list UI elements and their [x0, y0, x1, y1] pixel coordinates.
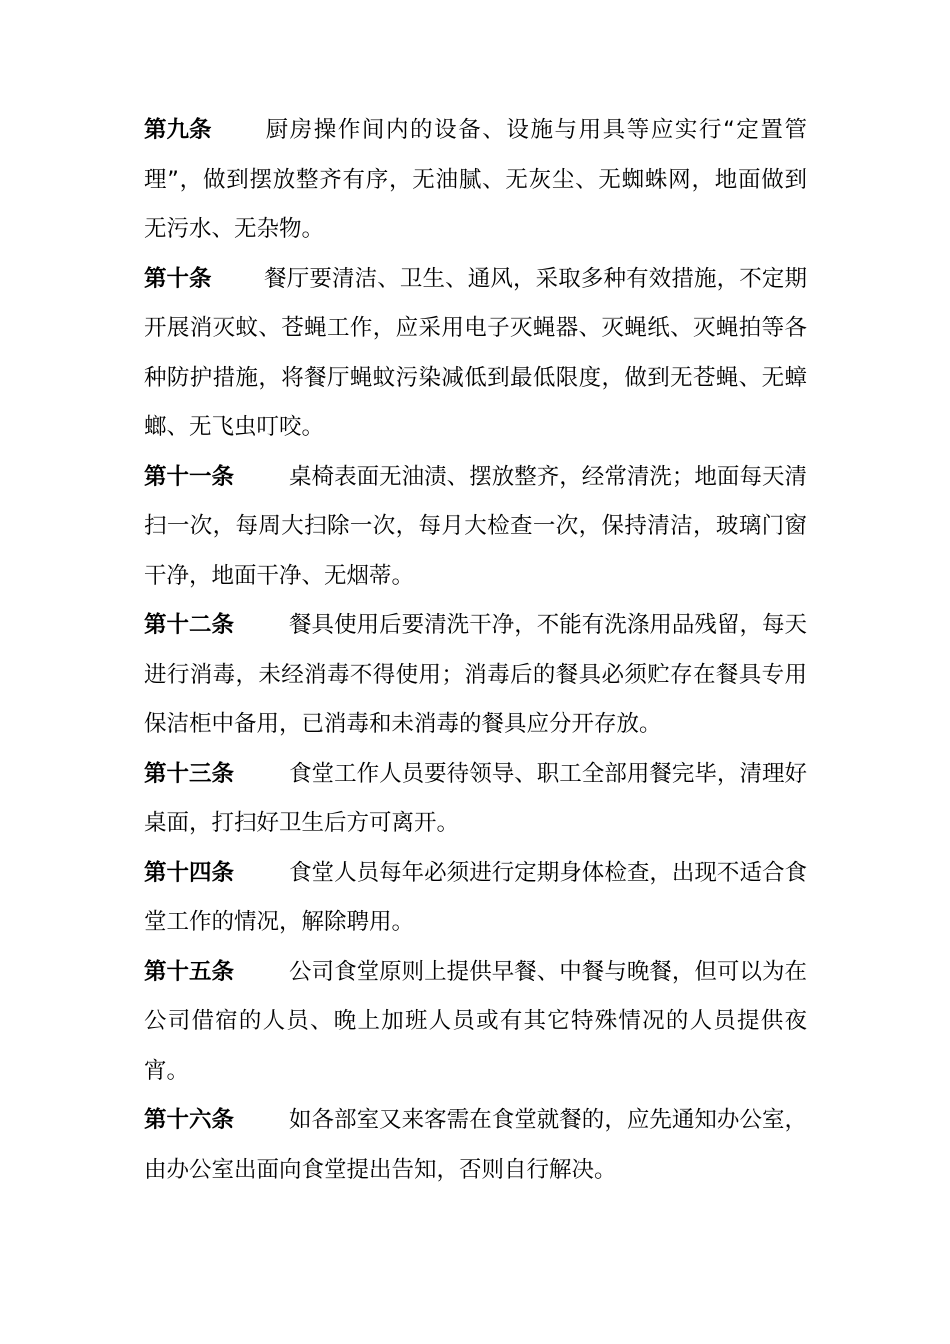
article-16: [144, 1096, 807, 1195]
article-text: 食堂工作人员要待领导、职工全部用餐完毕，清理好桌面，打扫好卫生后方可离开。: [144, 760, 807, 836]
article-label: 第十条: [144, 265, 212, 292]
article-text: 餐具使用后要清洗干净，不能有洗涤用品残留，每天进行消毒，未经消毒不得使用；消毒后的餐具必须贮存在餐具专用保洁柜中备用，已消毒和未消毒的餐具应分开存放。: [144, 612, 807, 737]
article-label: 第十六条: [144, 1107, 235, 1133]
article-13: [144, 750, 807, 849]
article-text: 食堂人员每年必须进行定期身体检查，出现不适合食堂工作的情况，解除聘用。: [144, 859, 807, 935]
article-11: [144, 453, 807, 602]
article-12: [144, 601, 807, 750]
article-label: 第十四条: [144, 859, 235, 886]
article-15: [144, 948, 807, 1097]
article-label: 第十二条: [144, 612, 235, 638]
article-text: 公司食堂原则上提供早餐、中餐与晚餐，但可以为在公司借宿的人员、晚上加班人员或有其它特殊情况的人员提供夜宵。: [144, 958, 807, 1084]
document-body: [144, 106, 807, 1195]
article-10: [144, 255, 807, 453]
article-text: 桌椅表面无油渍、摆放整齐，经常清洗；地面每天清扫一次，每周大扫除一次，每月大检查一次，保持清洁，玻璃门窗干净，地面干净、无烟蒂。: [144, 463, 807, 589]
article-text: 如各部室又来客需在食堂就餐的，应先通知办公室，由办公室出面向食堂提出告知，否则自行解决。: [144, 1107, 807, 1183]
article-label: 第十三条: [144, 760, 235, 787]
article-14: [144, 849, 807, 948]
article-9: [144, 106, 807, 255]
article-text: 餐厅要清洁、卫生、通风，采取多种有效措施，不定期开展消灭蚊、苍蝇工作，应采用电子灭蝇器、灭蝇纸、灭蝇拍等各种防护措施，将餐厅蝇蚊污染减低到最低限度，做到无苍蝇、无蟑螂、无飞虫叮咬。: [144, 265, 807, 440]
article-label: 第九条: [144, 117, 212, 143]
article-label: 第十一条: [144, 463, 235, 490]
article-label: 第十五条: [144, 958, 235, 985]
article-text: 厨房操作间内的设备、设施与用具等应实行“定置管理”，做到摆放整齐有序，无油腻、无灰尘、无蜘蛛网，地面做到无污水、无杂物。: [144, 117, 807, 242]
